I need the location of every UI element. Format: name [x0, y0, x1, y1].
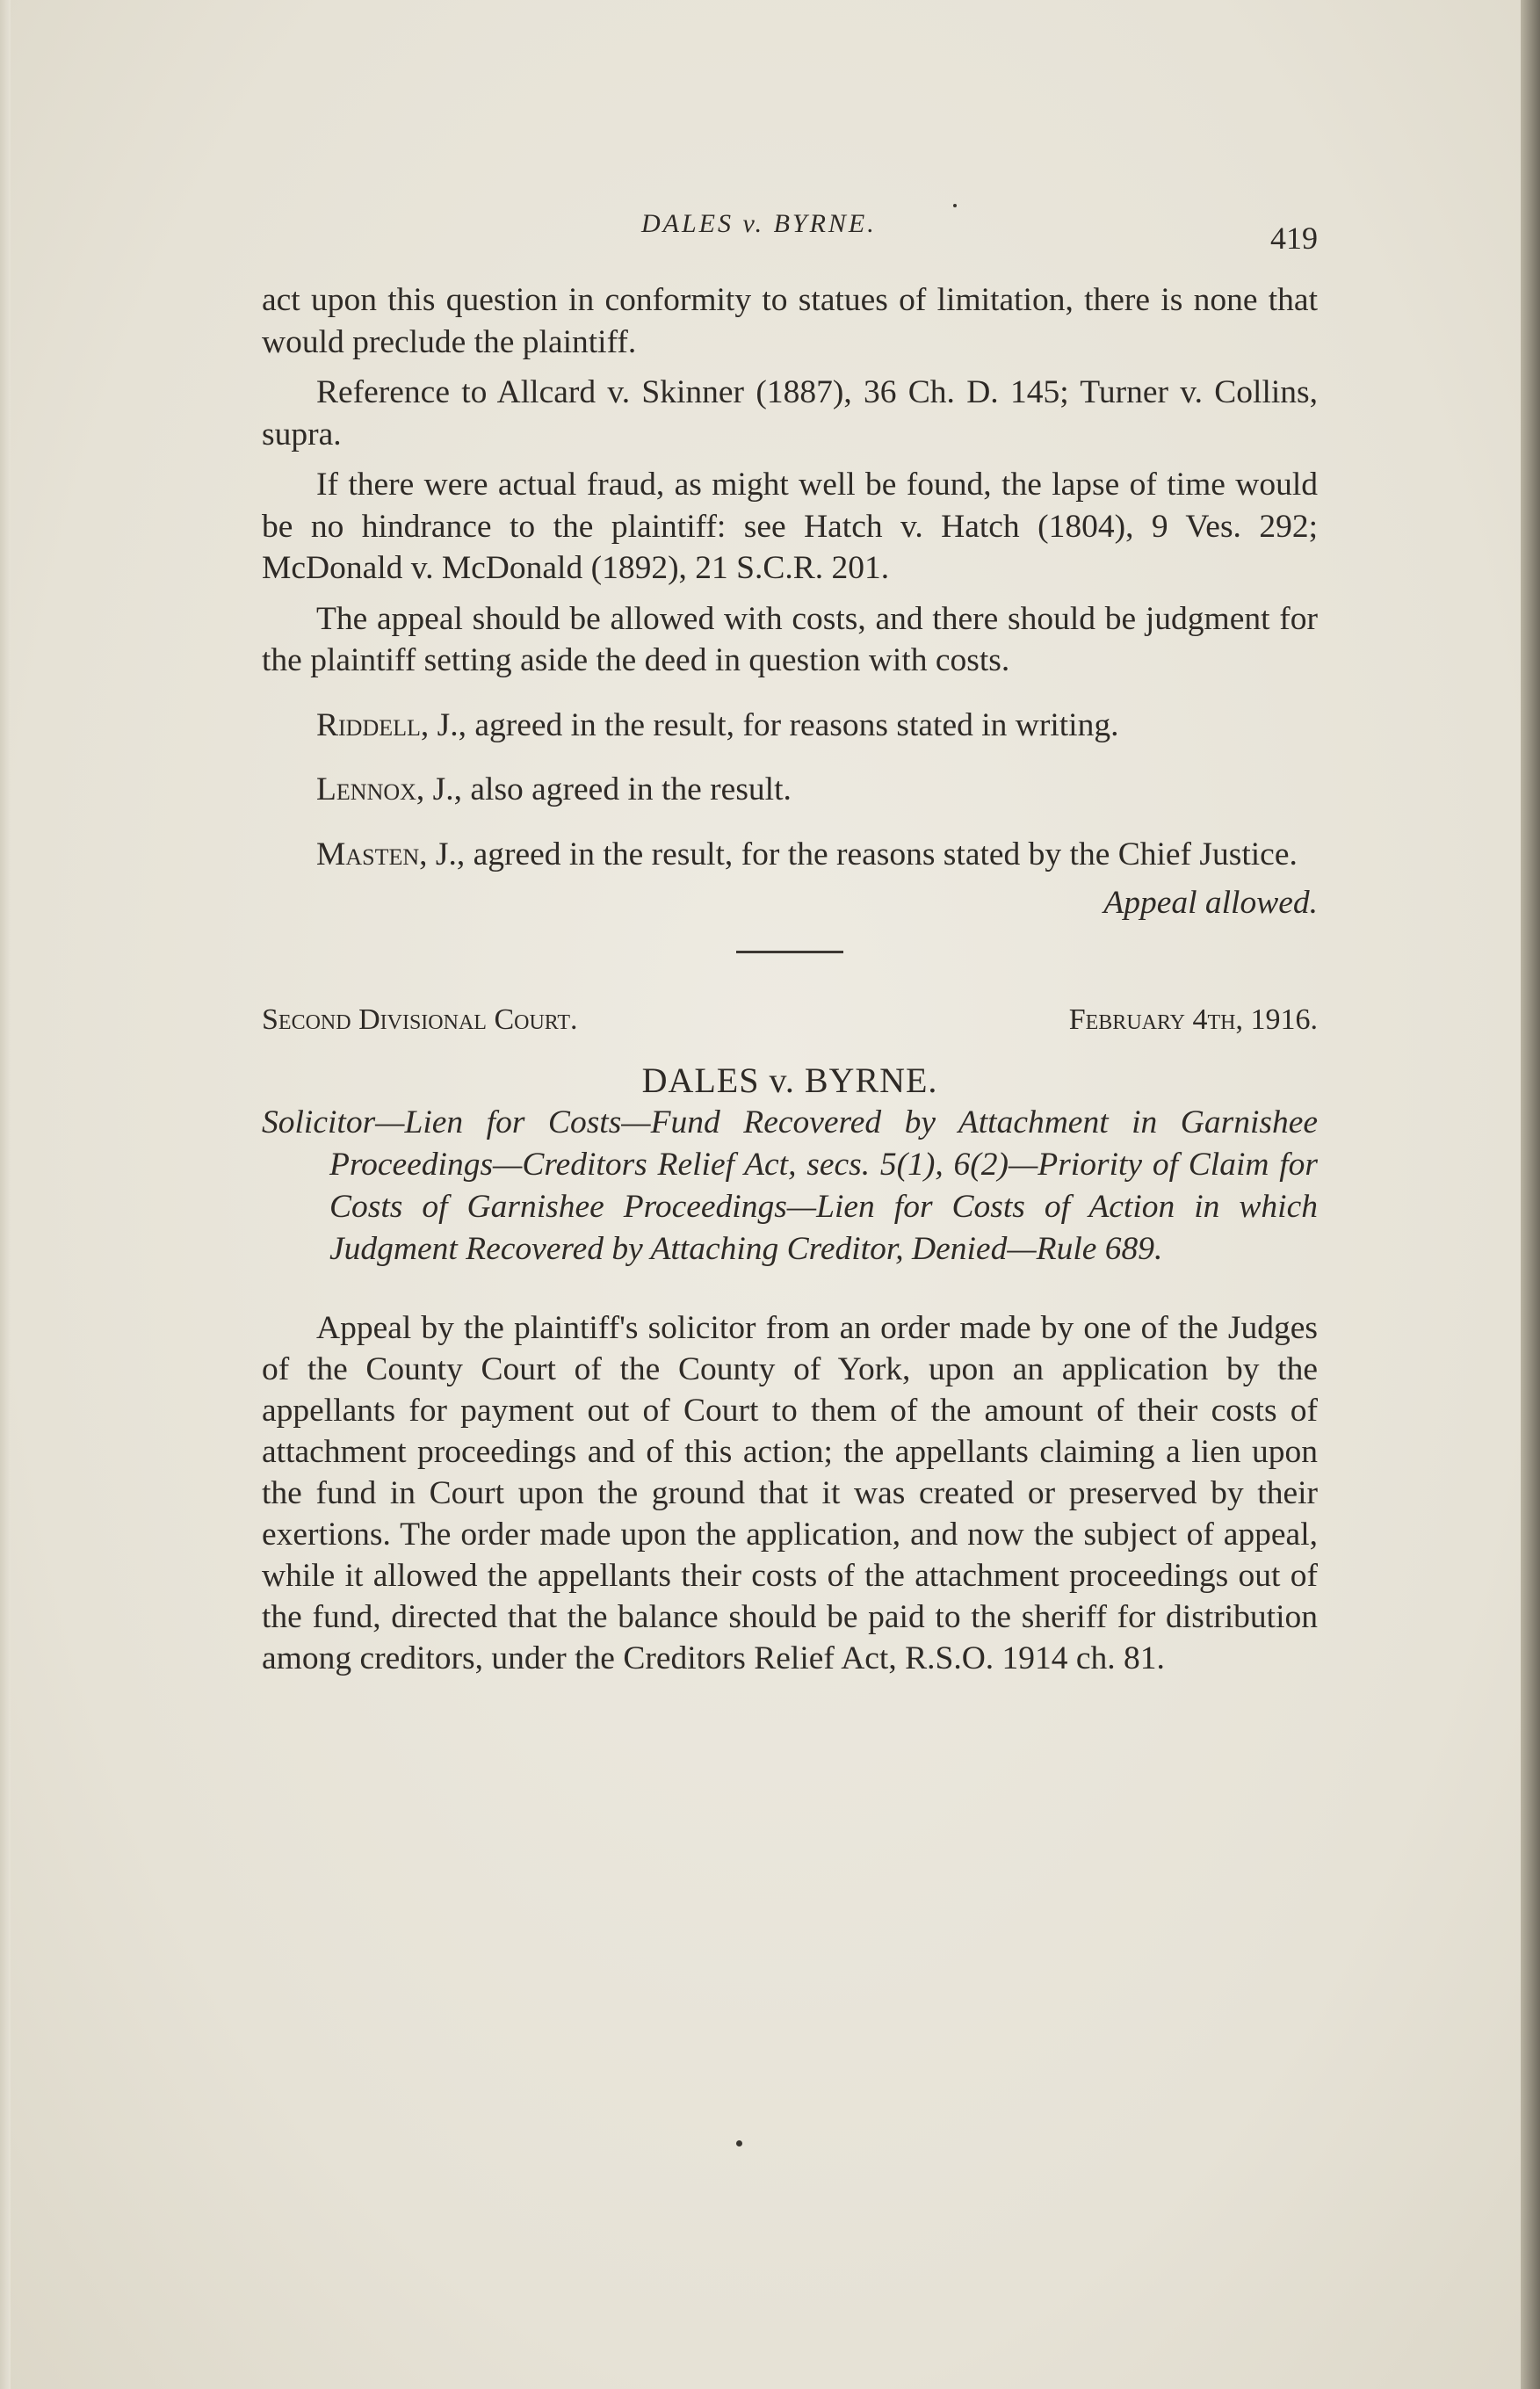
concurrence-lennox	[262, 769, 1318, 811]
paragraph-reference: Reference to Allcard v. Skinner (1887), 36 Ch. D. 145; Turner v. Collins, supra.	[262, 374, 1318, 452]
concurrence-riddell	[262, 705, 1318, 747]
concurrence-text: , J., agreed in the result, for the reasons stated by the Chief Justice.	[419, 836, 1298, 872]
paragraph-fraud: If there were actual fraud, as might well be found, the lapse of time would be no hindrance to the plaintiff: see Hatch v. Hatch (1804), 9 Ves. 292; McDonald v. McDonald (1892), 21 S.C.R. 201.	[262, 467, 1318, 586]
judge-name: Lennox	[316, 771, 416, 807]
case-body-paragraph: Appeal by the plaintiff's solicitor from an order made by one of the Judges of the County Court of the County of York, upon an application by the appellants for payment out of Court to them of the amount of their costs of attachment proceedings and of this action; the appellants claiming a lien upon the fund in Court upon the ground that it was created or preserved by their exertions. The order made upon the application, and now the subject of appeal, while it allowed the appellants their costs of the attachment proceedings out of the fund, directed that the balance should be paid to the sheriff for distribution among creditors, under the Creditors Relief Act, R.S.O. 1914 ch. 81.	[262, 1309, 1318, 1676]
decision-date: February 4th, 1916.	[1068, 1003, 1318, 1036]
judge-name: Masten	[316, 836, 420, 872]
paragraph-disposition: The appeal should be allowed with costs, and there should be judgment for the plaintiff setting aside the deed in question with costs.	[262, 600, 1318, 678]
running-title: DALES v. BYRNE.	[641, 209, 877, 238]
page-binding-edge	[1521, 0, 1540, 2389]
paragraph-continuation: act upon this question in conformity to statues of limitation, there is none that would preclude the plaintiff.	[262, 282, 1318, 360]
page-content	[262, 279, 1318, 1679]
page-number: 419	[1270, 221, 1318, 256]
court-line	[262, 999, 1318, 1041]
case-title: DALES v. BYRNE.	[641, 1061, 938, 1100]
print-speck	[953, 204, 957, 207]
court-name: Second Divisional Court.	[262, 1003, 578, 1036]
page-left-edge	[0, 0, 11, 2389]
concurrence-text: , J., agreed in the result, for reasons stated in writing.	[420, 706, 1119, 743]
print-speck	[736, 2140, 742, 2146]
section-divider	[736, 951, 843, 953]
headnote: Solicitor—Lien for Costs—Fund Recovered by Attachment in Garnishee Proceedings—Creditors Relief Act, secs. 5(1), 6(2)—Priority of Claim for Costs of Garnishee Proceedings—Lien for Costs of Action in which Judgment Recovered by Attaching Creditor, Denied—Rule 689.	[262, 1104, 1318, 1267]
running-head	[264, 204, 1318, 256]
concurrence-masten	[262, 834, 1318, 876]
concurrence-text: , J., also agreed in the result.	[416, 771, 792, 807]
disposition-note: Appeal allowed.	[1103, 885, 1318, 921]
judge-name: Riddell	[316, 706, 421, 743]
